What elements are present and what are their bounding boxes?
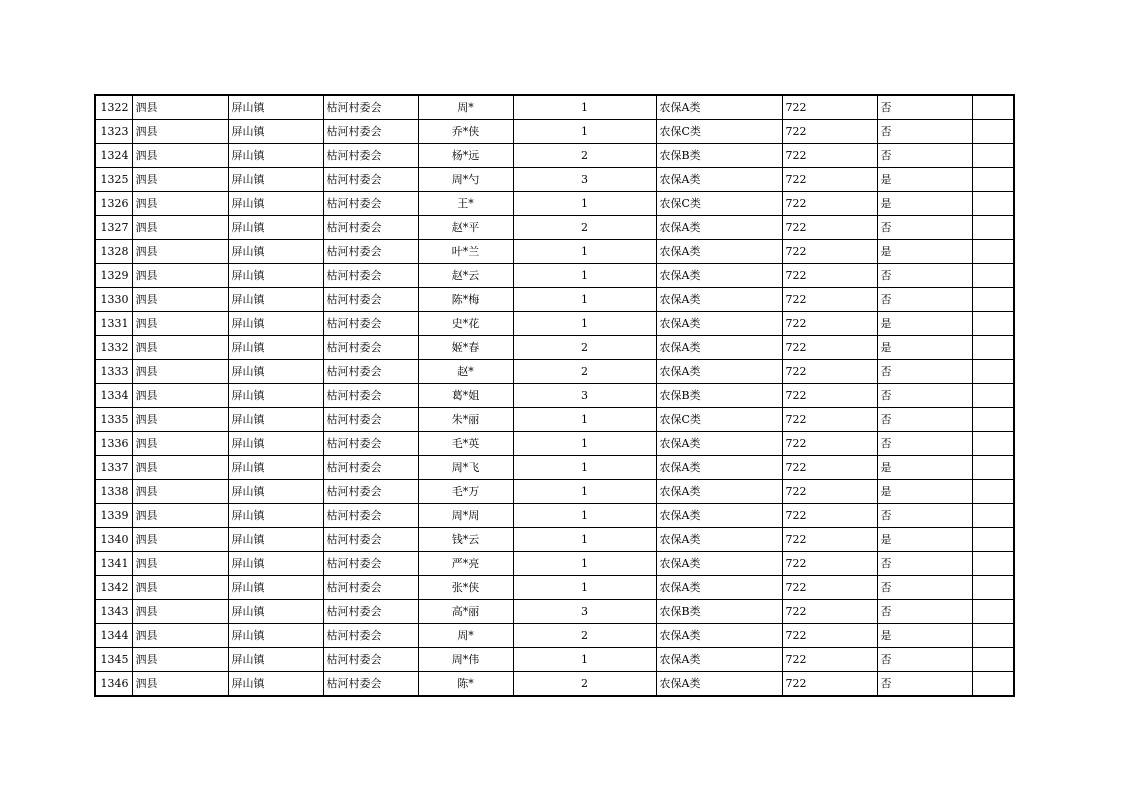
cell-village: 枯河村委会	[323, 624, 418, 648]
cell-flag: 否	[877, 288, 972, 312]
cell-town: 屏山镇	[228, 120, 323, 144]
cell-category: 农保A类	[656, 504, 782, 528]
cell-index: 1322	[95, 95, 132, 120]
cell-category: 农保A类	[656, 672, 782, 697]
cell-category: 农保C类	[656, 408, 782, 432]
cell-town: 屏山镇	[228, 264, 323, 288]
cell-category: 农保B类	[656, 600, 782, 624]
cell-amount: 722	[782, 384, 877, 408]
cell-count: 1	[513, 192, 656, 216]
cell-flag: 是	[877, 240, 972, 264]
cell-village: 枯河村委会	[323, 480, 418, 504]
cell-count: 1	[513, 480, 656, 504]
cell-county: 泗县	[132, 480, 228, 504]
cell-village: 枯河村委会	[323, 432, 418, 456]
cell-note	[972, 528, 1014, 552]
cell-amount: 722	[782, 408, 877, 432]
cell-note	[972, 168, 1014, 192]
cell-note	[972, 336, 1014, 360]
cell-county: 泗县	[132, 120, 228, 144]
cell-flag: 是	[877, 528, 972, 552]
cell-village: 枯河村委会	[323, 384, 418, 408]
cell-amount: 722	[782, 672, 877, 697]
table-row	[95, 264, 1014, 288]
cell-count: 1	[513, 95, 656, 120]
cell-flag: 否	[877, 264, 972, 288]
cell-category: 农保A类	[656, 648, 782, 672]
cell-note	[972, 120, 1014, 144]
cell-note	[972, 504, 1014, 528]
cell-category: 农保A类	[656, 240, 782, 264]
cell-count: 2	[513, 336, 656, 360]
cell-flag: 是	[877, 336, 972, 360]
cell-village: 枯河村委会	[323, 648, 418, 672]
cell-name: 赵*平	[418, 216, 513, 240]
cell-name: 钱*云	[418, 528, 513, 552]
cell-town: 屏山镇	[228, 384, 323, 408]
cell-county: 泗县	[132, 600, 228, 624]
cell-name: 周*	[418, 95, 513, 120]
cell-name: 周*	[418, 624, 513, 648]
table-body	[95, 95, 1014, 696]
cell-village: 枯河村委会	[323, 360, 418, 384]
cell-town: 屏山镇	[228, 456, 323, 480]
cell-name: 严*亮	[418, 552, 513, 576]
cell-town: 屏山镇	[228, 360, 323, 384]
cell-county: 泗县	[132, 576, 228, 600]
cell-note	[972, 240, 1014, 264]
cell-town: 屏山镇	[228, 168, 323, 192]
cell-name: 叶*兰	[418, 240, 513, 264]
cell-category: 农保A类	[656, 432, 782, 456]
cell-category: 农保C类	[656, 192, 782, 216]
cell-count: 1	[513, 240, 656, 264]
cell-town: 屏山镇	[228, 240, 323, 264]
cell-category: 农保B类	[656, 384, 782, 408]
cell-count: 1	[513, 552, 656, 576]
cell-category: 农保A类	[656, 264, 782, 288]
cell-name: 周*伟	[418, 648, 513, 672]
cell-count: 1	[513, 528, 656, 552]
cell-county: 泗县	[132, 192, 228, 216]
cell-note	[972, 624, 1014, 648]
cell-village: 枯河村委会	[323, 144, 418, 168]
cell-town: 屏山镇	[228, 336, 323, 360]
cell-village: 枯河村委会	[323, 600, 418, 624]
table-row	[95, 144, 1014, 168]
cell-town: 屏山镇	[228, 624, 323, 648]
cell-county: 泗县	[132, 336, 228, 360]
cell-amount: 722	[782, 576, 877, 600]
cell-name: 周*飞	[418, 456, 513, 480]
cell-note	[972, 552, 1014, 576]
cell-flag: 否	[877, 384, 972, 408]
cell-amount: 722	[782, 552, 877, 576]
cell-name: 杨*远	[418, 144, 513, 168]
cell-flag: 是	[877, 456, 972, 480]
cell-category: 农保C类	[656, 120, 782, 144]
cell-village: 枯河村委会	[323, 264, 418, 288]
cell-note	[972, 600, 1014, 624]
cell-amount: 722	[782, 216, 877, 240]
cell-index: 1331	[95, 312, 132, 336]
cell-note	[972, 480, 1014, 504]
cell-amount: 722	[782, 528, 877, 552]
cell-count: 1	[513, 456, 656, 480]
cell-index: 1328	[95, 240, 132, 264]
cell-index: 1344	[95, 624, 132, 648]
cell-name: 毛*英	[418, 432, 513, 456]
cell-county: 泗县	[132, 144, 228, 168]
data-table	[94, 94, 1015, 697]
cell-note	[972, 576, 1014, 600]
table-row	[95, 120, 1014, 144]
cell-category: 农保A类	[656, 552, 782, 576]
cell-county: 泗县	[132, 408, 228, 432]
table-row	[95, 192, 1014, 216]
cell-village: 枯河村委会	[323, 528, 418, 552]
table-row	[95, 480, 1014, 504]
cell-amount: 722	[782, 95, 877, 120]
cell-county: 泗县	[132, 216, 228, 240]
cell-name: 乔*侠	[418, 120, 513, 144]
cell-category: 农保A类	[656, 312, 782, 336]
cell-county: 泗县	[132, 648, 228, 672]
cell-amount: 722	[782, 120, 877, 144]
cell-index: 1339	[95, 504, 132, 528]
cell-category: 农保A类	[656, 216, 782, 240]
cell-town: 屏山镇	[228, 528, 323, 552]
cell-county: 泗县	[132, 95, 228, 120]
cell-index: 1334	[95, 384, 132, 408]
cell-category: 农保B类	[656, 144, 782, 168]
cell-county: 泗县	[132, 552, 228, 576]
cell-town: 屏山镇	[228, 504, 323, 528]
cell-count: 1	[513, 648, 656, 672]
cell-amount: 722	[782, 144, 877, 168]
cell-category: 农保A类	[656, 456, 782, 480]
table-row	[95, 624, 1014, 648]
cell-index: 1346	[95, 672, 132, 697]
table-row	[95, 432, 1014, 456]
table-row	[95, 336, 1014, 360]
cell-index: 1332	[95, 336, 132, 360]
cell-category: 农保A类	[656, 95, 782, 120]
cell-village: 枯河村委会	[323, 120, 418, 144]
table-row	[95, 360, 1014, 384]
cell-village: 枯河村委会	[323, 95, 418, 120]
cell-village: 枯河村委会	[323, 552, 418, 576]
cell-note	[972, 384, 1014, 408]
cell-name: 赵*	[418, 360, 513, 384]
cell-note	[972, 264, 1014, 288]
cell-amount: 722	[782, 360, 877, 384]
cell-index: 1338	[95, 480, 132, 504]
cell-amount: 722	[782, 336, 877, 360]
cell-count: 3	[513, 168, 656, 192]
cell-amount: 722	[782, 192, 877, 216]
table-row	[95, 95, 1014, 120]
table-row	[95, 504, 1014, 528]
cell-village: 枯河村委会	[323, 456, 418, 480]
cell-category: 农保A类	[656, 360, 782, 384]
cell-town: 屏山镇	[228, 312, 323, 336]
cell-name: 张*侠	[418, 576, 513, 600]
cell-count: 2	[513, 624, 656, 648]
cell-town: 屏山镇	[228, 600, 323, 624]
cell-category: 农保A类	[656, 528, 782, 552]
cell-note	[972, 312, 1014, 336]
cell-village: 枯河村委会	[323, 504, 418, 528]
cell-count: 2	[513, 672, 656, 697]
cell-flag: 否	[877, 408, 972, 432]
cell-count: 1	[513, 576, 656, 600]
cell-count: 1	[513, 408, 656, 432]
cell-name: 陈*梅	[418, 288, 513, 312]
cell-name: 高*丽	[418, 600, 513, 624]
cell-note	[972, 95, 1014, 120]
cell-county: 泗县	[132, 672, 228, 697]
cell-amount: 722	[782, 168, 877, 192]
cell-count: 1	[513, 120, 656, 144]
cell-index: 1341	[95, 552, 132, 576]
table-row	[95, 672, 1014, 697]
cell-flag: 否	[877, 600, 972, 624]
cell-amount: 722	[782, 600, 877, 624]
table-row	[95, 240, 1014, 264]
cell-county: 泗县	[132, 504, 228, 528]
cell-town: 屏山镇	[228, 408, 323, 432]
cell-village: 枯河村委会	[323, 168, 418, 192]
cell-note	[972, 432, 1014, 456]
cell-note	[972, 672, 1014, 697]
cell-index: 1324	[95, 144, 132, 168]
cell-village: 枯河村委会	[323, 216, 418, 240]
cell-flag: 否	[877, 95, 972, 120]
cell-count: 1	[513, 504, 656, 528]
cell-count: 1	[513, 288, 656, 312]
cell-flag: 是	[877, 168, 972, 192]
cell-town: 屏山镇	[228, 216, 323, 240]
table-row	[95, 600, 1014, 624]
cell-county: 泗县	[132, 264, 228, 288]
cell-note	[972, 648, 1014, 672]
cell-town: 屏山镇	[228, 192, 323, 216]
cell-amount: 722	[782, 240, 877, 264]
cell-amount: 722	[782, 480, 877, 504]
cell-note	[972, 408, 1014, 432]
cell-amount: 722	[782, 264, 877, 288]
cell-village: 枯河村委会	[323, 672, 418, 697]
table-row	[95, 384, 1014, 408]
cell-town: 屏山镇	[228, 144, 323, 168]
cell-name: 周*周	[418, 504, 513, 528]
cell-index: 1329	[95, 264, 132, 288]
cell-flag: 否	[877, 144, 972, 168]
cell-name: 周*勺	[418, 168, 513, 192]
cell-index: 1336	[95, 432, 132, 456]
cell-count: 1	[513, 432, 656, 456]
cell-name: 朱*丽	[418, 408, 513, 432]
cell-amount: 722	[782, 456, 877, 480]
cell-village: 枯河村委会	[323, 192, 418, 216]
cell-name: 王*	[418, 192, 513, 216]
cell-flag: 否	[877, 120, 972, 144]
cell-village: 枯河村委会	[323, 240, 418, 264]
cell-county: 泗县	[132, 456, 228, 480]
cell-flag: 否	[877, 504, 972, 528]
cell-village: 枯河村委会	[323, 336, 418, 360]
cell-name: 毛*万	[418, 480, 513, 504]
cell-category: 农保A类	[656, 168, 782, 192]
cell-flag: 是	[877, 192, 972, 216]
cell-flag: 否	[877, 648, 972, 672]
table-row	[95, 576, 1014, 600]
cell-town: 屏山镇	[228, 576, 323, 600]
cell-name: 姬*春	[418, 336, 513, 360]
cell-flag: 否	[877, 216, 972, 240]
table-row	[95, 288, 1014, 312]
cell-village: 枯河村委会	[323, 408, 418, 432]
cell-count: 2	[513, 216, 656, 240]
cell-county: 泗县	[132, 168, 228, 192]
cell-category: 农保A类	[656, 336, 782, 360]
table-row	[95, 528, 1014, 552]
cell-town: 屏山镇	[228, 432, 323, 456]
table-row	[95, 168, 1014, 192]
cell-town: 屏山镇	[228, 288, 323, 312]
cell-note	[972, 216, 1014, 240]
cell-flag: 否	[877, 360, 972, 384]
cell-index: 1342	[95, 576, 132, 600]
cell-category: 农保A类	[656, 480, 782, 504]
cell-amount: 722	[782, 648, 877, 672]
cell-category: 农保A类	[656, 624, 782, 648]
cell-flag: 否	[877, 552, 972, 576]
cell-amount: 722	[782, 288, 877, 312]
cell-note	[972, 192, 1014, 216]
cell-county: 泗县	[132, 240, 228, 264]
cell-county: 泗县	[132, 624, 228, 648]
cell-county: 泗县	[132, 360, 228, 384]
cell-count: 3	[513, 384, 656, 408]
cell-flag: 否	[877, 576, 972, 600]
cell-town: 屏山镇	[228, 95, 323, 120]
table-row	[95, 312, 1014, 336]
cell-count: 2	[513, 144, 656, 168]
cell-index: 1340	[95, 528, 132, 552]
cell-index: 1335	[95, 408, 132, 432]
cell-flag: 否	[877, 672, 972, 697]
cell-village: 枯河村委会	[323, 576, 418, 600]
cell-amount: 722	[782, 432, 877, 456]
cell-index: 1345	[95, 648, 132, 672]
cell-note	[972, 456, 1014, 480]
cell-town: 屏山镇	[228, 672, 323, 697]
table-row	[95, 456, 1014, 480]
cell-note	[972, 288, 1014, 312]
cell-name: 赵*云	[418, 264, 513, 288]
cell-town: 屏山镇	[228, 648, 323, 672]
cell-county: 泗县	[132, 528, 228, 552]
table-row	[95, 216, 1014, 240]
table-row	[95, 408, 1014, 432]
cell-index: 1327	[95, 216, 132, 240]
cell-note	[972, 360, 1014, 384]
cell-index: 1325	[95, 168, 132, 192]
cell-county: 泗县	[132, 288, 228, 312]
cell-flag: 是	[877, 312, 972, 336]
cell-village: 枯河村委会	[323, 312, 418, 336]
cell-index: 1326	[95, 192, 132, 216]
cell-note	[972, 144, 1014, 168]
cell-count: 1	[513, 312, 656, 336]
cell-index: 1343	[95, 600, 132, 624]
cell-amount: 722	[782, 624, 877, 648]
cell-town: 屏山镇	[228, 480, 323, 504]
cell-index: 1323	[95, 120, 132, 144]
cell-flag: 是	[877, 624, 972, 648]
cell-category: 农保A类	[656, 288, 782, 312]
cell-amount: 722	[782, 504, 877, 528]
cell-name: 陈*	[418, 672, 513, 697]
cell-flag: 是	[877, 480, 972, 504]
cell-village: 枯河村委会	[323, 288, 418, 312]
cell-index: 1330	[95, 288, 132, 312]
cell-name: 葛*姐	[418, 384, 513, 408]
cell-index: 1337	[95, 456, 132, 480]
cell-amount: 722	[782, 312, 877, 336]
cell-county: 泗县	[132, 312, 228, 336]
cell-county: 泗县	[132, 432, 228, 456]
cell-count: 2	[513, 360, 656, 384]
cell-index: 1333	[95, 360, 132, 384]
cell-county: 泗县	[132, 384, 228, 408]
table-row	[95, 552, 1014, 576]
cell-count: 1	[513, 264, 656, 288]
cell-town: 屏山镇	[228, 552, 323, 576]
cell-flag: 否	[877, 432, 972, 456]
cell-count: 3	[513, 600, 656, 624]
cell-name: 史*花	[418, 312, 513, 336]
cell-category: 农保A类	[656, 576, 782, 600]
table-row	[95, 648, 1014, 672]
